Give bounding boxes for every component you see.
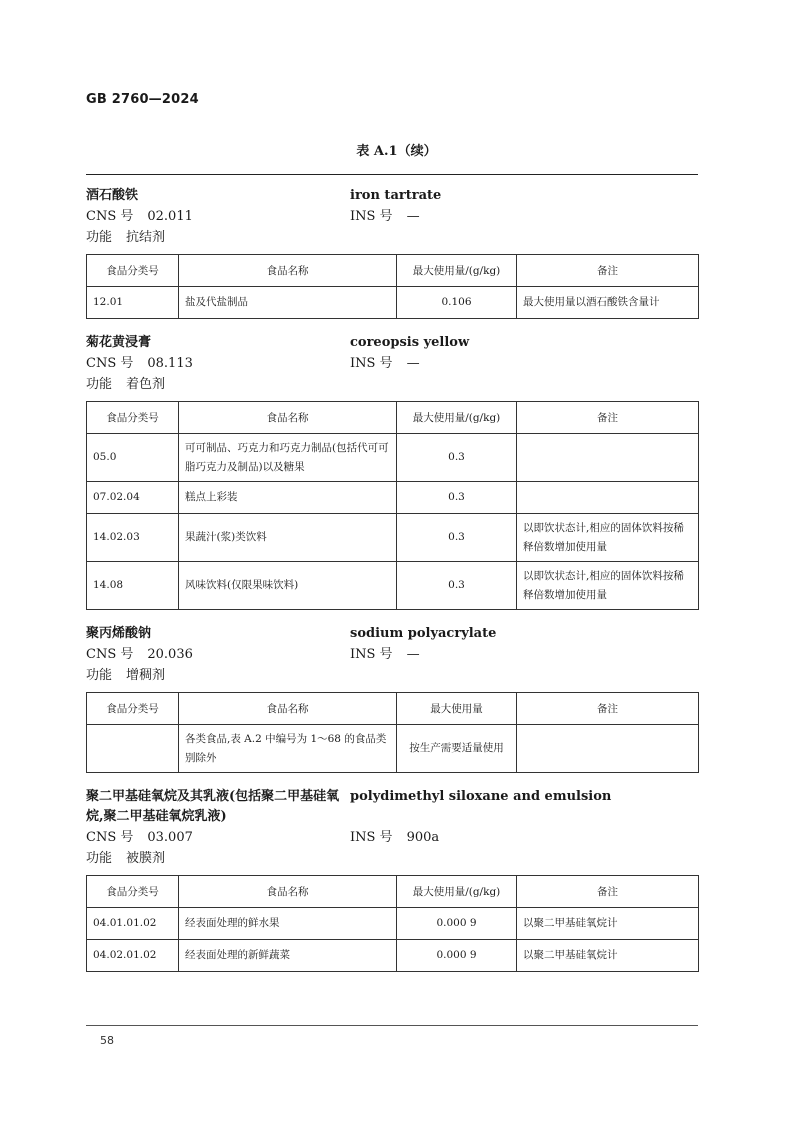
cell-remarks: 最大使用量以酒石酸铁含量计: [517, 287, 699, 319]
table-header-row: [87, 876, 699, 908]
name-en: coreopsis yellow: [350, 335, 470, 350]
usage-table: [86, 692, 699, 773]
table-row: [87, 514, 699, 562]
cell-remarks: 以聚二甲基硅氧烷计: [517, 908, 699, 940]
function-label: 功能: [86, 377, 113, 392]
usage-table: [86, 254, 699, 319]
header-max-usage: 最大使用量: [397, 693, 517, 725]
ins-label: INS 号: [350, 356, 393, 371]
cell-category-code: 14.08: [87, 562, 179, 610]
function-row: [86, 374, 698, 395]
table-row: [87, 482, 699, 514]
usage-table: [86, 875, 699, 972]
cns-number: 02.011: [147, 209, 193, 224]
ins-number: —: [406, 356, 420, 371]
cell-category-code: [87, 725, 179, 773]
entries-container: [86, 186, 698, 986]
standard-number: GB 2760—2024: [86, 92, 199, 107]
cns-number: 03.007: [147, 830, 193, 845]
table-header-row: [87, 402, 699, 434]
cell-remarks: 以即饮状态计,相应的固体饮料按稀释倍数增加使用量: [517, 514, 699, 562]
header-category-code: 食品分类号: [87, 876, 179, 908]
function-value: 被膜剂: [126, 851, 166, 866]
header-category-code: 食品分类号: [87, 255, 179, 287]
ins-number: —: [406, 647, 420, 662]
function-row: [86, 665, 698, 686]
entry-heading: [86, 333, 698, 353]
cell-max-usage: 0.000 9: [397, 940, 517, 972]
cell-remarks: 以聚二甲基硅氧烷计: [517, 940, 699, 972]
cell-food-name: 可可制品、巧克力和巧克力制品(包括代可可脂巧克力及制品)以及糖果: [179, 434, 397, 482]
name-zh: 聚二甲基硅氧烷及其乳液(包括聚二甲基硅氧烷,聚二甲基硅氧烷乳液): [86, 789, 340, 824]
cell-category-code: 07.02.04: [87, 482, 179, 514]
table-row: [87, 562, 699, 610]
cell-category-code: 05.0: [87, 434, 179, 482]
bottom-rule: [86, 1025, 698, 1026]
ins-label: INS 号: [350, 647, 393, 662]
table-row: [87, 287, 699, 319]
header-remarks: 备注: [517, 402, 699, 434]
function-row: [86, 848, 698, 869]
cell-max-usage: 0.3: [397, 434, 517, 482]
additive-entry-sodium-polyacrylate: [86, 624, 698, 773]
function-value: 增稠剂: [126, 668, 166, 683]
header-max-usage: 最大使用量/(g/kg): [397, 402, 517, 434]
additive-entry-polydimethyl-siloxane: [86, 787, 698, 972]
additive-entry-coreopsis-yellow: [86, 333, 698, 610]
cell-category-code: 04.01.01.02: [87, 908, 179, 940]
table-header-row: [87, 693, 699, 725]
header-category-code: 食品分类号: [87, 693, 179, 725]
cns-number: 20.036: [147, 647, 193, 662]
cell-max-usage: 按生产需要适量使用: [397, 725, 517, 773]
cell-remarks: 以即饮状态计,相应的固体饮料按稀释倍数增加使用量: [517, 562, 699, 610]
function-value: 着色剂: [126, 377, 166, 392]
header-max-usage: 最大使用量/(g/kg): [397, 876, 517, 908]
name-en: polydimethyl siloxane and emulsion: [350, 789, 612, 804]
cns-number: 08.113: [147, 356, 193, 371]
cns-label: CNS 号: [86, 647, 134, 662]
ins-label: INS 号: [350, 209, 393, 224]
cell-category-code: 04.02.01.02: [87, 940, 179, 972]
cell-max-usage: 0.3: [397, 562, 517, 610]
additive-entry-iron-tartrate: [86, 186, 698, 319]
cell-max-usage: 0.106: [397, 287, 517, 319]
function-value: 抗结剂: [126, 230, 166, 245]
cell-max-usage: 0.000 9: [397, 908, 517, 940]
entry-heading: [86, 787, 698, 827]
usage-table: [86, 401, 699, 610]
function-label: 功能: [86, 668, 113, 683]
page-number: 58: [100, 1034, 114, 1047]
name-zh: 酒石酸铁: [86, 188, 139, 203]
cell-food-name: 经表面处理的鲜水果: [179, 908, 397, 940]
cell-category-code: 14.02.03: [87, 514, 179, 562]
cell-food-name: 盐及代盐制品: [179, 287, 397, 319]
ins-number: 900a: [406, 830, 440, 845]
header-food-name: 食品名称: [179, 876, 397, 908]
cns-label: CNS 号: [86, 356, 134, 371]
cell-food-name: 各类食品,表 A.2 中编号为 1～68 的食品类别除外: [179, 725, 397, 773]
cell-remarks: [517, 482, 699, 514]
table-row: [87, 940, 699, 972]
cell-remarks: [517, 725, 699, 773]
cell-max-usage: 0.3: [397, 514, 517, 562]
header-remarks: 备注: [517, 693, 699, 725]
cell-food-name: 糕点上彩装: [179, 482, 397, 514]
cell-food-name: 风味饮料(仅限果味饮料): [179, 562, 397, 610]
cns-label: CNS 号: [86, 209, 134, 224]
code-row: [86, 644, 698, 665]
function-label: 功能: [86, 230, 113, 245]
code-row: [86, 827, 698, 848]
function-label: 功能: [86, 851, 113, 866]
ins-number: —: [406, 209, 420, 224]
entry-heading: [86, 624, 698, 644]
header-category-code: 食品分类号: [87, 402, 179, 434]
name-zh: 菊花黄浸膏: [86, 335, 152, 350]
ins-label: INS 号: [350, 830, 393, 845]
table-row: [87, 908, 699, 940]
table-row: [87, 725, 699, 773]
code-row: [86, 353, 698, 374]
header-food-name: 食品名称: [179, 402, 397, 434]
table-row: [87, 434, 699, 482]
cell-max-usage: 0.3: [397, 482, 517, 514]
header-max-usage: 最大使用量/(g/kg): [397, 255, 517, 287]
name-zh: 聚丙烯酸钠: [86, 626, 152, 641]
cell-remarks: [517, 434, 699, 482]
table-header-row: [87, 255, 699, 287]
header-remarks: 备注: [517, 255, 699, 287]
cns-label: CNS 号: [86, 830, 134, 845]
table-caption: 表 A.1（续）: [356, 144, 437, 159]
top-rule: [86, 174, 698, 175]
header-remarks: 备注: [517, 876, 699, 908]
header-food-name: 食品名称: [179, 255, 397, 287]
function-row: [86, 227, 698, 248]
entry-heading: [86, 186, 698, 206]
code-row: [86, 206, 698, 227]
name-en: iron tartrate: [350, 188, 442, 203]
cell-food-name: 经表面处理的新鲜蔬菜: [179, 940, 397, 972]
name-en: sodium polyacrylate: [350, 626, 497, 641]
cell-category-code: 12.01: [87, 287, 179, 319]
cell-food-name: 果蔬汁(浆)类饮料: [179, 514, 397, 562]
header-food-name: 食品名称: [179, 693, 397, 725]
